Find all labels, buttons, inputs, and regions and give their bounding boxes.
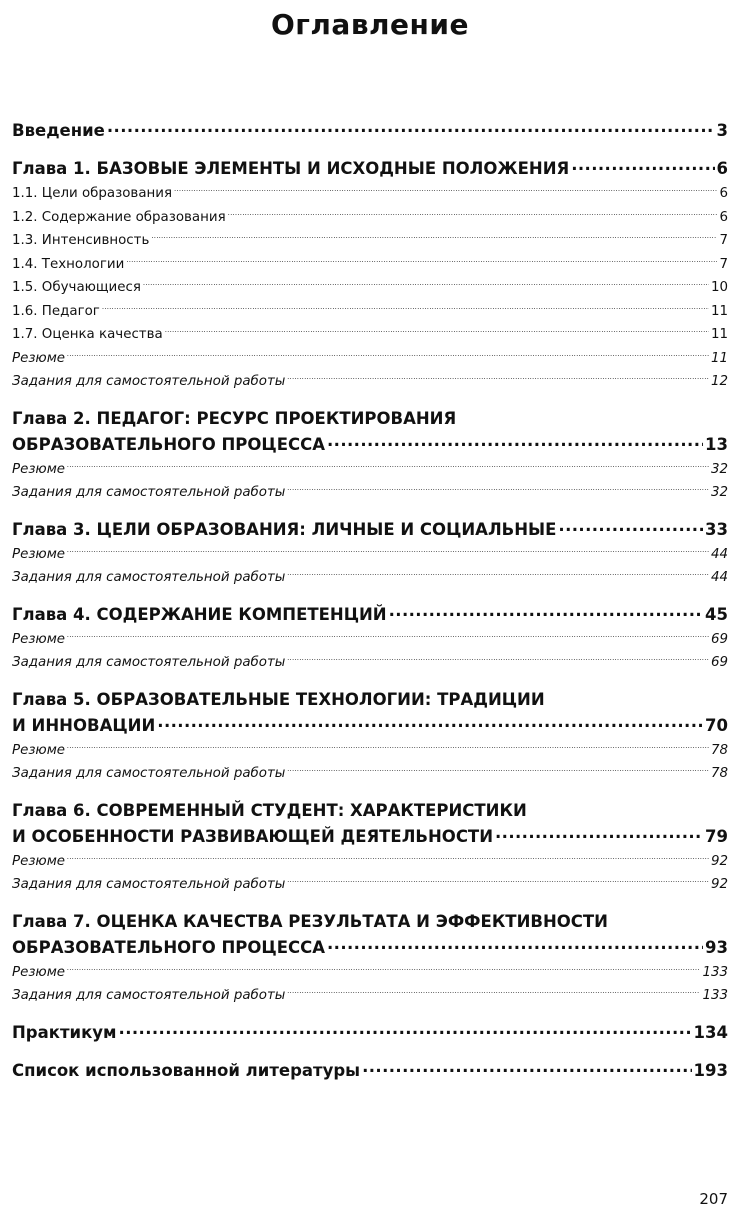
toc-section-entry[interactable] <box>12 182 728 206</box>
toc-chapter-title-line: Глава 6. СОВРЕМЕННЫЙ СТУДЕНТ: ХАРАКТЕРИСТИКИ <box>12 800 527 820</box>
toc-entry-page: 69 <box>710 655 728 670</box>
toc-entry-title: Введение <box>12 121 105 140</box>
toc-entry-page: 79 <box>705 826 728 846</box>
toc-entry-title: Резюме <box>12 742 66 758</box>
toc-entry-title: Список использованной литературы <box>12 1060 361 1080</box>
toc-section-entry[interactable] <box>12 276 728 300</box>
toc-entry-page: 12 <box>710 374 728 389</box>
dot-leader <box>67 543 709 567</box>
dot-leader <box>287 566 709 590</box>
dot-leader <box>119 1020 692 1046</box>
toc-entry-title: Глава 3. ЦЕЛИ ОБРАЗОВАНИЯ: ЛИЧНЫЕ И СОЦИАЛЬНЫЕ <box>12 519 557 539</box>
toc-entry-page: 45 <box>705 604 728 624</box>
toc-entry-page: 3 <box>716 121 728 140</box>
dot-leader <box>287 651 709 675</box>
toc-entry-page: 133 <box>702 964 728 980</box>
toc-chapter-entry[interactable] <box>12 713 728 739</box>
toc-chapter-entry[interactable] <box>12 1058 728 1084</box>
toc-entry-page: 33 <box>705 519 728 539</box>
dot-leader <box>107 118 715 144</box>
toc-entry-title: Резюме <box>12 853 66 869</box>
dot-leader <box>287 370 709 394</box>
toc-section-entry[interactable] <box>12 628 728 652</box>
dot-leader <box>389 602 703 628</box>
toc-entry-page: 11 <box>710 327 728 342</box>
toc-entry-title: ОБРАЗОВАТЕЛЬНОГО ПРОЦЕССА <box>12 937 325 957</box>
toc-entry-title: 1.3. Интенсивность <box>12 233 150 248</box>
toc-entry-title: Резюме <box>12 964 66 980</box>
toc-entry-title: И ИННОВАЦИИ <box>12 715 156 735</box>
toc-section-entry[interactable] <box>12 458 728 482</box>
toc-section-entry[interactable] <box>12 300 728 324</box>
toc-entry-page: 133 <box>702 988 728 1003</box>
toc-section-entry[interactable] <box>12 961 728 985</box>
toc-entry-page: 32 <box>710 461 728 477</box>
toc-entry-title: Задания для самостоятельной работы <box>12 877 286 892</box>
toc-chapter-entry[interactable] <box>12 156 728 182</box>
dot-leader <box>67 458 709 482</box>
toc-section-entry[interactable] <box>12 481 728 505</box>
toc-entry-title: Глава 1. БАЗОВЫЕ ЭЛЕМЕНТЫ И ИСХОДНЫЕ ПОЛОЖЕНИЯ <box>12 159 570 178</box>
toc-entry-title: Задания для самостоятельной работы <box>12 485 286 500</box>
toc-entry-page: 7 <box>719 233 728 248</box>
toc-entry-page: 93 <box>705 937 728 957</box>
toc-entry-title: Задания для самостоятельной работы <box>12 766 286 781</box>
toc-section-entry[interactable] <box>12 323 728 347</box>
toc-entry-page: 134 <box>693 1022 728 1042</box>
dot-leader <box>495 824 703 850</box>
toc-entry-title: 1.7. Оценка качества <box>12 327 163 342</box>
toc-entry-page: 92 <box>710 853 728 869</box>
dot-leader <box>143 276 709 300</box>
toc-entry-title: Практикум <box>12 1022 117 1042</box>
toc-chapter-entry[interactable] <box>12 824 728 850</box>
toc-entry-title: И ОСОБЕННОСТИ РАЗВИВАЮЩЕЙ ДЕЯТЕЛЬНОСТИ <box>12 826 493 846</box>
toc-entry-title: Задания для самостоятельной работы <box>12 988 286 1003</box>
toc-section-entry[interactable] <box>12 206 728 230</box>
dot-leader <box>287 762 709 786</box>
toc-entry-page: 69 <box>710 631 728 647</box>
toc-chapter-entry[interactable] <box>12 118 728 144</box>
toc-chapter-entry[interactable] <box>12 432 728 458</box>
toc-section-entry[interactable] <box>12 347 728 371</box>
toc-chapter-title-line: Глава 7. ОЦЕНКА КАЧЕСТВА РЕЗУЛЬТАТА И ЭФФЕКТИВНОСТИ <box>12 911 608 931</box>
toc-section-entry[interactable] <box>12 873 728 897</box>
dot-leader <box>228 206 718 230</box>
toc-entry-title: Задания для самостоятельной работы <box>12 570 286 585</box>
dot-leader <box>126 253 717 277</box>
toc-section-entry[interactable] <box>12 253 728 277</box>
toc-entry-title: Резюме <box>12 350 66 366</box>
toc-entry-page: 92 <box>710 877 728 892</box>
toc-entry-title: Резюме <box>12 461 66 477</box>
toc-entry-page: 32 <box>710 485 728 500</box>
page-number: 207 <box>699 1190 728 1208</box>
toc-entry-page: 13 <box>705 434 728 454</box>
toc-entry-page: 11 <box>710 350 728 366</box>
toc-entry-title: 1.2. Содержание образования <box>12 209 226 225</box>
page-title: Оглавление <box>270 8 469 41</box>
toc-entry-page: 6 <box>719 186 728 201</box>
toc-section-entry[interactable] <box>12 739 728 763</box>
toc-entry-title: Задания для самостоятельной работы <box>12 655 286 670</box>
toc-chapter-entry[interactable] <box>12 602 728 628</box>
toc-entry-page: 70 <box>705 715 728 735</box>
dot-leader <box>157 713 703 739</box>
dot-leader <box>67 739 709 763</box>
toc-chapter-entry[interactable] <box>12 935 728 961</box>
dot-leader <box>67 347 709 371</box>
toc-entry-title: Резюме <box>12 546 66 562</box>
toc-entry-title: Задания для самостоятельной работы <box>12 374 286 389</box>
toc-chapter-title-line: Глава 2. ПЕДАГОГ: РЕСУРС ПРОЕКТИРОВАНИЯ <box>12 408 457 428</box>
dot-leader <box>558 517 703 543</box>
toc-chapter-entry[interactable] <box>12 517 728 543</box>
dot-leader <box>102 300 709 324</box>
toc-entry-page: 78 <box>710 766 728 781</box>
table-of-contents <box>12 118 728 1084</box>
toc-chapter-entry[interactable] <box>12 1020 728 1046</box>
toc-entry-title: Глава 4. СОДЕРЖАНИЕ КОМПЕТЕНЦИЙ <box>12 604 387 624</box>
dot-leader <box>327 935 703 961</box>
toc-entry-title: 1.6. Педагог <box>12 303 100 319</box>
toc-entry-page: 44 <box>710 546 728 562</box>
toc-entry-title: ОБРАЗОВАТЕЛЬНОГО ПРОЦЕССА <box>12 434 325 454</box>
toc-section-entry[interactable] <box>12 984 728 1008</box>
toc-section-entry[interactable] <box>12 229 728 253</box>
toc-entry-page: 6 <box>716 159 728 178</box>
toc-section-entry[interactable] <box>12 762 728 786</box>
toc-entry-page: 11 <box>710 303 728 319</box>
toc-section-entry[interactable] <box>12 543 728 567</box>
dot-leader <box>362 1058 691 1084</box>
dot-leader <box>165 323 709 347</box>
toc-entry-title: 1.1. Цели образования <box>12 186 173 201</box>
dot-leader <box>287 481 709 505</box>
toc-section-entry[interactable] <box>12 850 728 874</box>
toc-chapter-title-line: Глава 5. ОБРАЗОВАТЕЛЬНЫЕ ТЕХНОЛОГИИ: ТРАДИЦИИ <box>12 689 545 709</box>
toc-entry-title: 1.5. Обучающиеся <box>12 280 141 295</box>
dot-leader <box>287 984 700 1008</box>
toc-entry-page: 44 <box>710 570 728 585</box>
toc-entry-page: 6 <box>719 209 728 225</box>
toc-section-entry[interactable] <box>12 370 728 394</box>
dot-leader <box>67 961 700 985</box>
toc-entry-page: 10 <box>710 280 728 295</box>
dot-leader <box>151 229 717 253</box>
toc-entry-title: Резюме <box>12 631 66 647</box>
toc-section-entry[interactable] <box>12 651 728 675</box>
dot-leader <box>327 432 703 458</box>
dot-leader <box>67 628 709 652</box>
toc-entry-title: 1.4. Технологии <box>12 256 125 272</box>
toc-entry-page: 193 <box>693 1060 728 1080</box>
dot-leader <box>174 182 717 206</box>
toc-section-entry[interactable] <box>12 566 728 590</box>
toc-entry-page: 78 <box>710 742 728 758</box>
toc-entry-page: 7 <box>719 256 728 272</box>
dot-leader <box>571 156 714 182</box>
dot-leader <box>67 850 709 874</box>
dot-leader <box>287 873 709 897</box>
